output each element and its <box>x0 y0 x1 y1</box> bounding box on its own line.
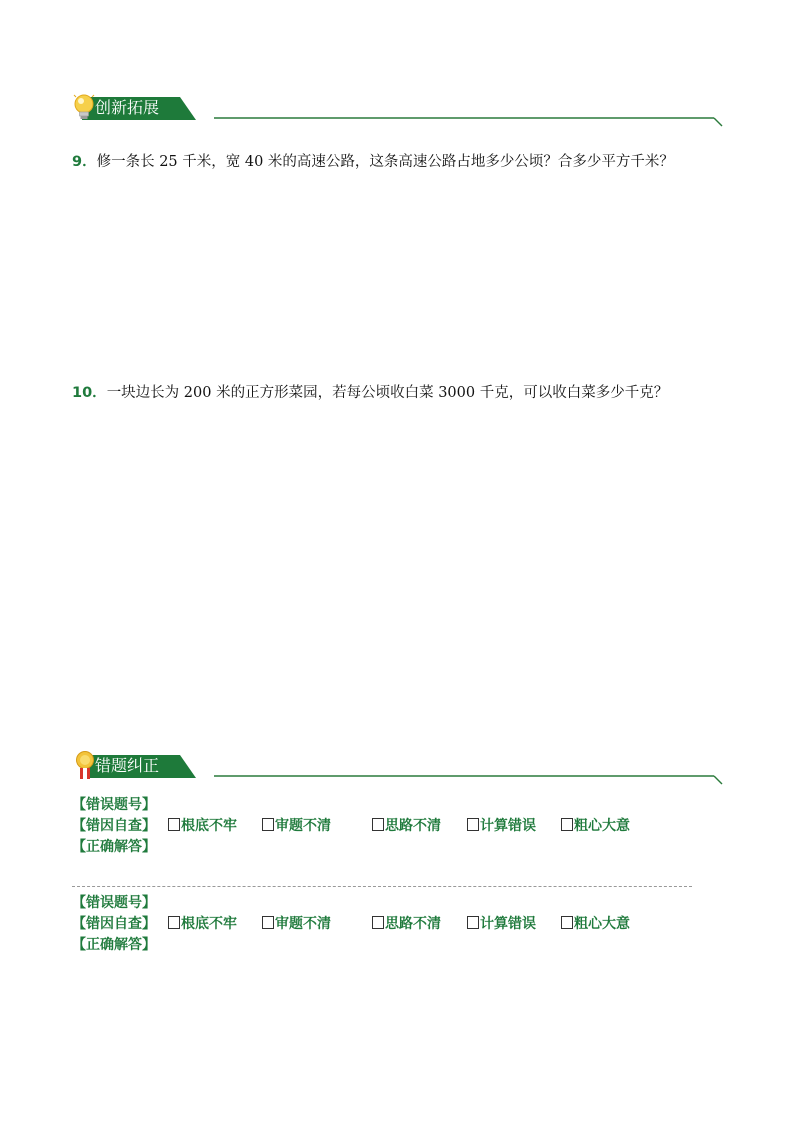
section-title: 错题纠正 <box>95 756 160 775</box>
option-label: 思路不清 <box>385 818 441 834</box>
question-10 <box>72 383 668 403</box>
wrong-number-label: 【错误题号】 <box>72 895 156 911</box>
checkbox[interactable] <box>561 916 573 929</box>
option-label: 审题不清 <box>275 916 331 932</box>
option-calculation-error[interactable] <box>467 914 536 934</box>
dashed-divider <box>72 886 692 887</box>
option-label: 根底不牢 <box>181 818 237 834</box>
option-label: 粗心大意 <box>574 818 630 834</box>
question-9 <box>72 152 674 172</box>
checkbox[interactable] <box>168 916 180 929</box>
section-header-innovation <box>72 93 724 123</box>
question-text: 修一条长 25 千米，宽 40 米的高速公路，这条高速公路占地多少公顷？合多少平方千米？ <box>96 154 674 170</box>
wrong-number-label: 【错误题号】 <box>72 797 156 813</box>
option-label: 计算错误 <box>480 916 536 932</box>
correct-answer-line <box>72 935 156 955</box>
option-label: 思路不清 <box>385 916 441 932</box>
option-misread-question[interactable] <box>262 914 331 934</box>
option-weak-foundation[interactable] <box>168 816 237 836</box>
question-number: 10． <box>72 385 107 401</box>
checkbox[interactable] <box>372 818 384 831</box>
wrong-number-line <box>72 893 156 913</box>
cause-label: 【错因自查】 <box>72 916 156 932</box>
section-title: 创新拓展 <box>95 98 160 117</box>
checkbox[interactable] <box>262 916 274 929</box>
option-careless[interactable] <box>561 816 630 836</box>
checkbox[interactable] <box>372 916 384 929</box>
option-misread-question[interactable] <box>262 816 331 836</box>
section-header-correction <box>72 751 724 781</box>
option-careless[interactable] <box>561 914 630 934</box>
wrong-number-line <box>72 795 156 815</box>
option-unclear-approach[interactable] <box>372 914 441 934</box>
option-label: 根底不牢 <box>181 916 237 932</box>
cause-label: 【错因自查】 <box>72 818 156 834</box>
checkbox[interactable] <box>467 916 479 929</box>
checkbox[interactable] <box>467 818 479 831</box>
checkbox[interactable] <box>262 818 274 831</box>
option-calculation-error[interactable] <box>467 816 536 836</box>
correct-answer-line <box>72 837 156 857</box>
option-label: 审题不清 <box>275 818 331 834</box>
answer-label: 【正确解答】 <box>72 937 156 953</box>
option-unclear-approach[interactable] <box>372 816 441 836</box>
question-text: 一块边长为 200 米的正方形菜园，若每公顷收白菜 3000 千克，可以收白菜多少千克？ <box>106 385 669 401</box>
cause-check-line <box>72 816 692 836</box>
question-number: 9． <box>72 154 97 170</box>
answer-label: 【正确解答】 <box>72 839 156 855</box>
option-label: 粗心大意 <box>574 916 630 932</box>
checkbox[interactable] <box>561 818 573 831</box>
checkbox[interactable] <box>168 818 180 831</box>
option-weak-foundation[interactable] <box>168 914 237 934</box>
cause-check-line <box>72 914 692 934</box>
option-label: 计算错误 <box>480 818 536 834</box>
